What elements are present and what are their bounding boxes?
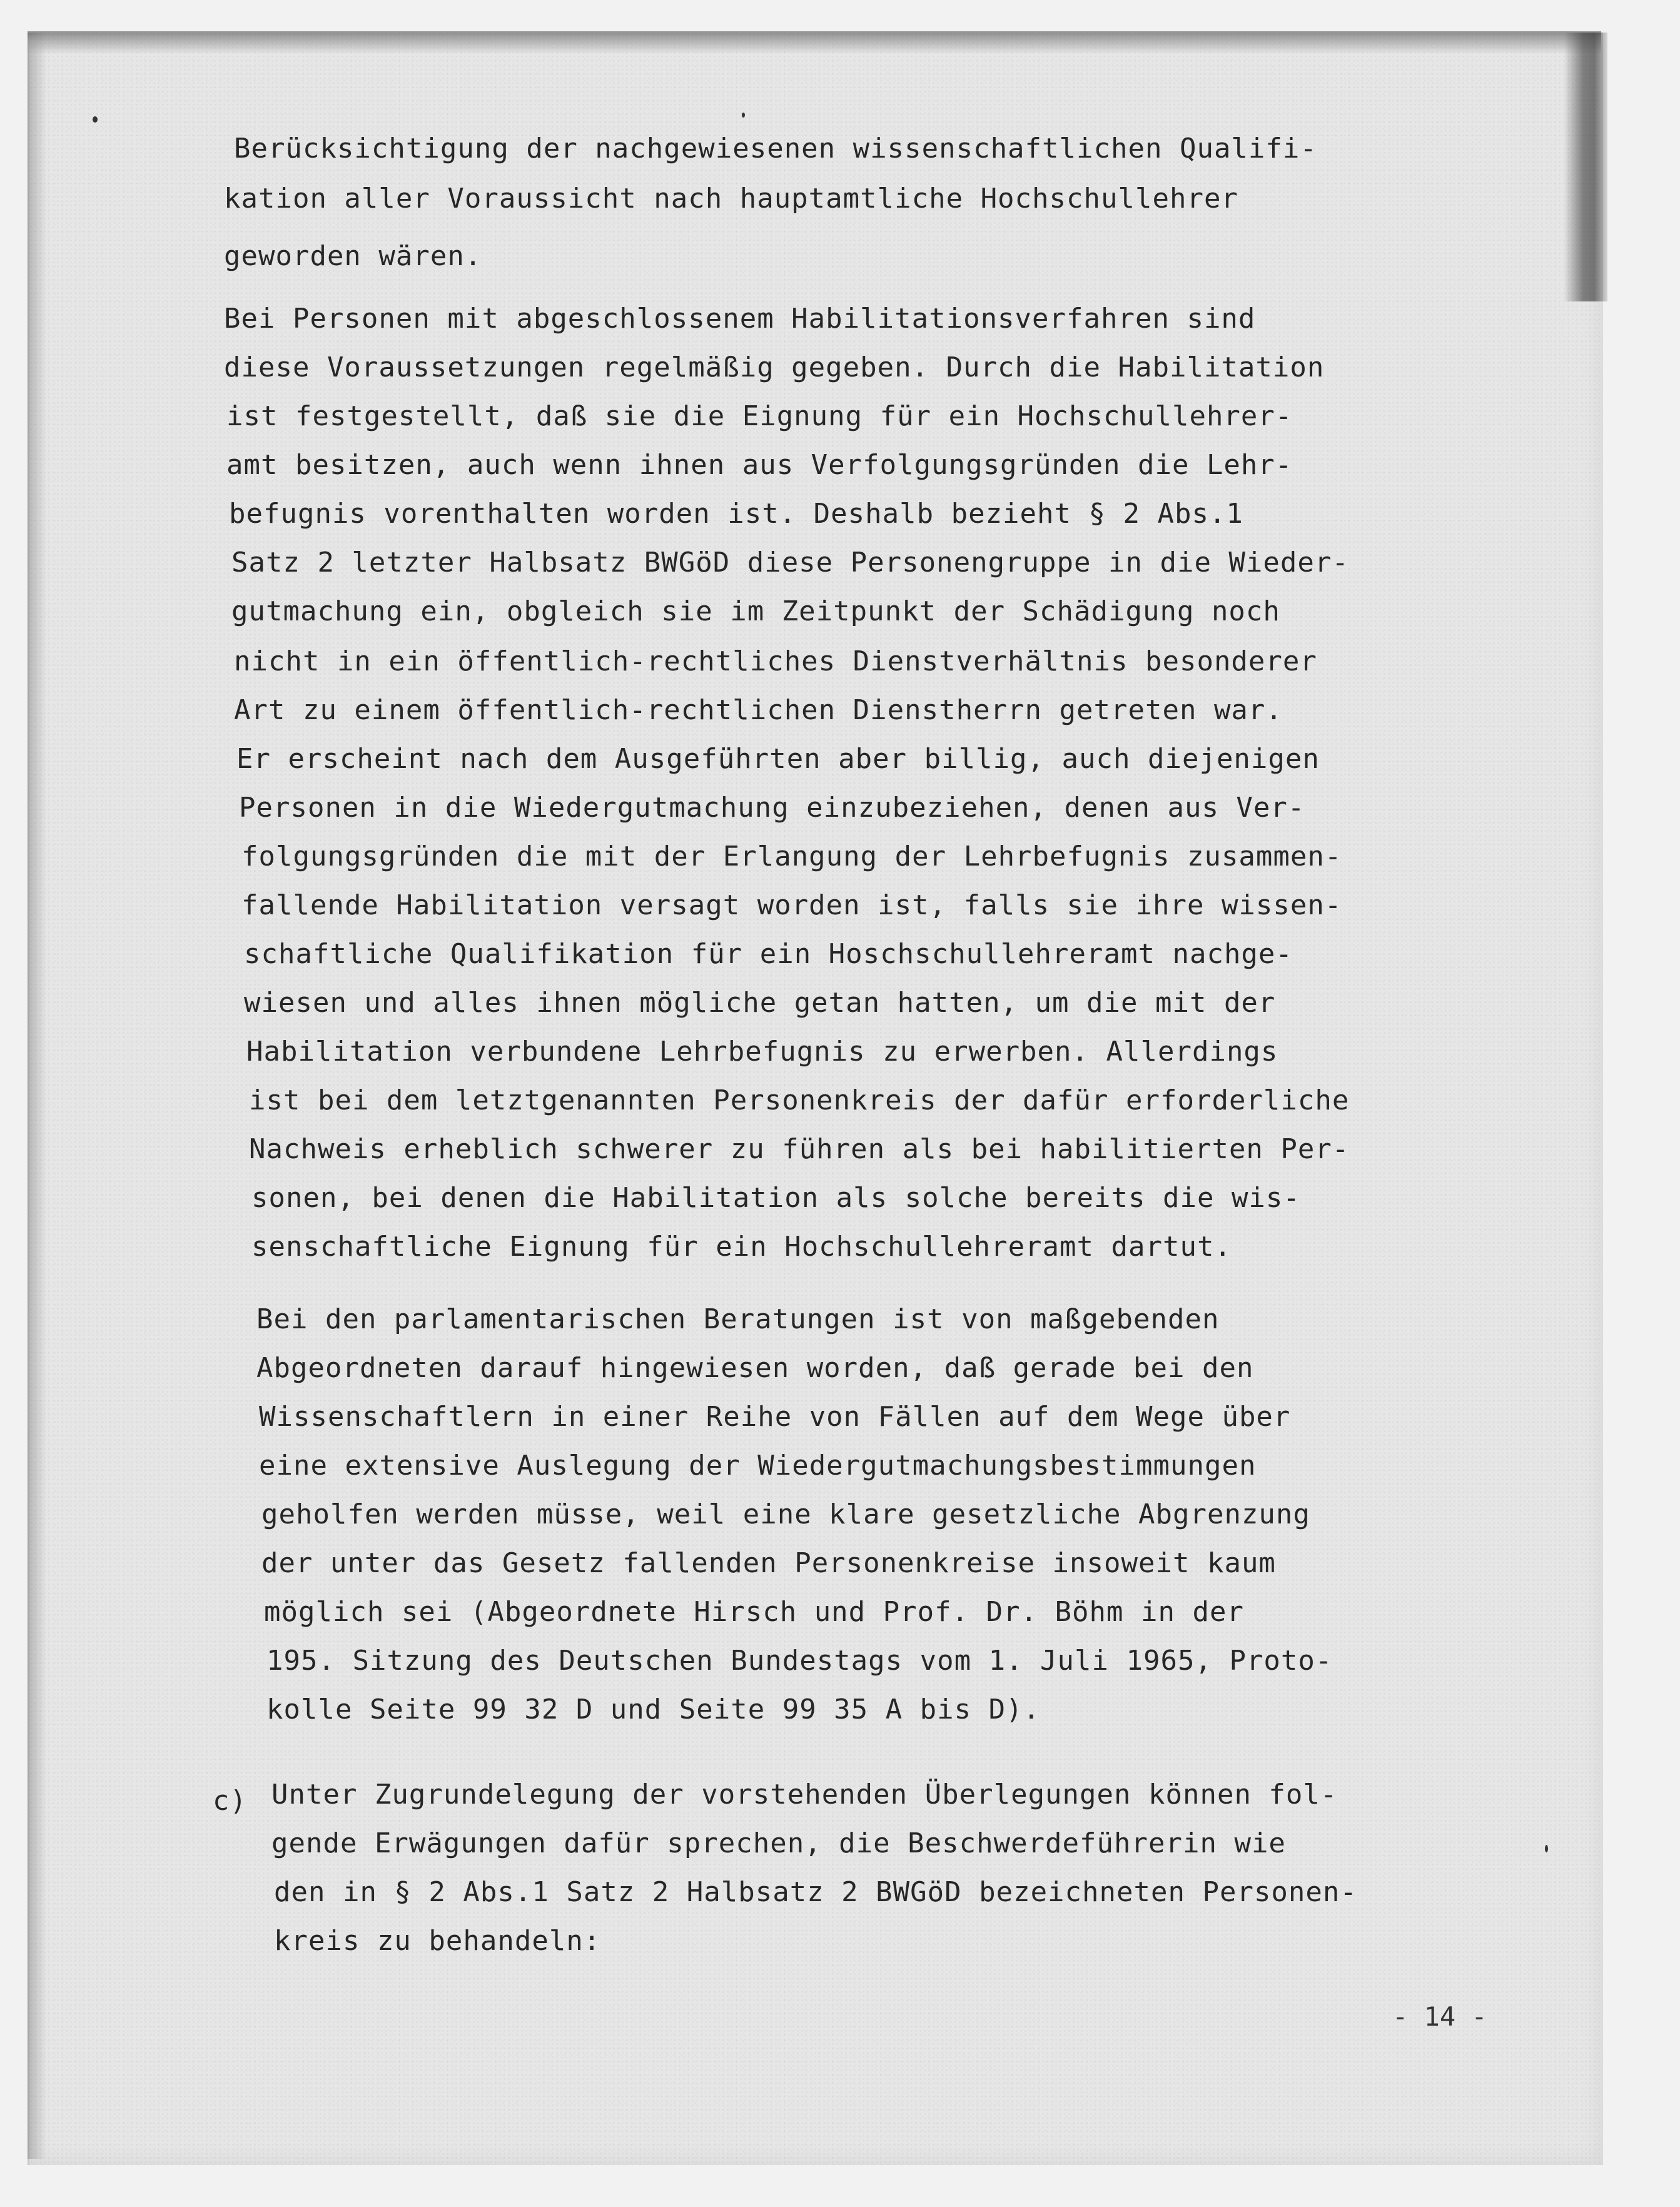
text-line: der unter das Gesetz fallenden Personenkreise insoweit kaum	[261, 1547, 1276, 1579]
text-line: senschaftliche Eignung für ein Hochschullehreramt dartut.	[251, 1231, 1232, 1263]
text-line: geworden wären.	[224, 240, 482, 272]
text-line: nicht in ein öffentlich-rechtliches Dienstverhältnis besonderer	[234, 645, 1317, 677]
text-line: möglich sei (Abgeordnete Hirsch und Prof. Dr. Böhm in der	[264, 1596, 1244, 1628]
text-line: gutmachung ein, obgleich sie im Zeitpunkt der Schädigung noch	[231, 595, 1280, 627]
text-line: ist festgestellt, daß sie die Eignung für ein Hochschullehrer-	[226, 400, 1293, 432]
list-marker: c)	[213, 1785, 247, 1817]
text-line: Berücksichtigung der nachgewiesenen wissenschaftlichen Qualifi-	[234, 133, 1317, 164]
text-line: Abgeordneten darauf hingewiesen worden, daß gerade bei den	[256, 1352, 1254, 1384]
text-line: gende Erwägungen dafür sprechen, die Beschwerdeführerin wie	[271, 1827, 1286, 1859]
text-line: Nachweis erheblich schwerer zu führen als bei habilitierten Per-	[249, 1133, 1350, 1165]
text-line: diese Voraussetzungen regelmäßig gegeben. Durch die Habilitation	[224, 351, 1325, 383]
text-line: amt besitzen, auch wenn ihnen aus Verfolgungsgründen die Lehr-	[226, 449, 1293, 481]
text-line: kation aller Voraussicht nach hauptamtliche Hochschullehrer	[224, 183, 1238, 215]
text-line: kolle Seite 99 32 D und Seite 99 35 A bis D).	[266, 1694, 1041, 1725]
text-line: wiesen und alles ihnen mögliche getan hatten, um die mit der	[244, 987, 1276, 1019]
text-line: Satz 2 letzter Halbsatz BWGöD diese Personengruppe in die Wieder-	[231, 547, 1349, 578]
text-line: eine extensive Auslegung der Wiedergutmachungsbestimmungen	[259, 1450, 1257, 1482]
text-line: Bei den parlamentarischen Beratungen ist von maßgebenden	[256, 1303, 1220, 1335]
text-line: sonen, bei denen die Habilitation als solche bereits die wis-	[251, 1182, 1300, 1214]
text-line: befugnis vorenthalten worden ist. Deshalb bezieht § 2 Abs.1	[229, 498, 1243, 530]
page-number: - 14 -	[1392, 2001, 1487, 2032]
text-line: Wissenschaftlern in einer Reihe von Fällen auf dem Wege über	[259, 1401, 1291, 1433]
text-line: Habilitation verbundene Lehrbefugnis zu erwerben. Allerdings	[246, 1036, 1278, 1068]
text-line: fallende Habilitation versagt worden ist, falls sie ihre wissen-	[241, 889, 1342, 921]
text-line: Unter Zugrundelegung der vorstehenden Überlegungen können fol-	[271, 1779, 1338, 1811]
text-line: ist bei dem letztgenannten Personenkreis der dafür erforderliche	[249, 1084, 1350, 1116]
text-line: Art zu einem öffentlich-rechtlichen Dienstherrn getreten war.	[234, 694, 1283, 726]
text-line: Er erscheint nach dem Ausgeführten aber billig, auch diejenigen	[236, 743, 1320, 775]
text-line: den in § 2 Abs.1 Satz 2 Halbsatz 2 BWGöD bezeichneten Personen-	[274, 1876, 1357, 1908]
text-line: Bei Personen mit abgeschlossenem Habilitationsverfahren sind	[224, 303, 1256, 335]
text-line: folgungsgründen die mit der Erlangung der Lehrbefugnis zusammen-	[241, 841, 1342, 872]
text-line: 195. Sitzung des Deutschen Bundestags vom 1. Juli 1965, Proto-	[266, 1645, 1333, 1677]
text-line: Personen in die Wiedergutmachung einzubeziehen, denen aus Ver-	[239, 792, 1305, 824]
text-line: geholfen werden müsse, weil eine klare gesetzliche Abgrenzung	[261, 1498, 1310, 1530]
text-line: schaftliche Qualifikation für ein Hoschschullehreramt nachge-	[244, 938, 1293, 970]
text-line: kreis zu behandeln:	[274, 1925, 601, 1957]
